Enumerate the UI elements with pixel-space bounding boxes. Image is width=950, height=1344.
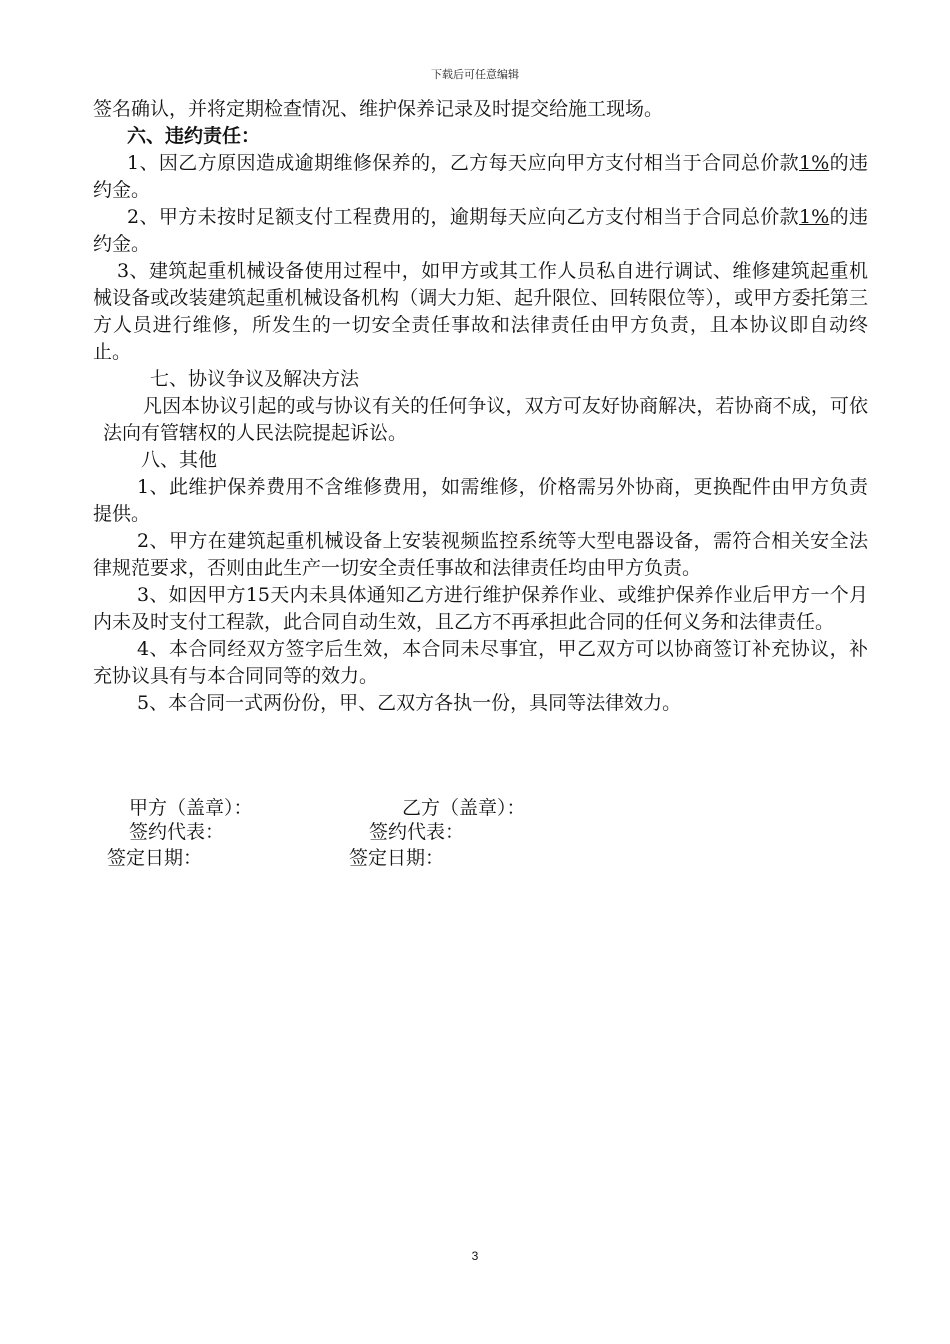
section-heading-breach: 六、违约责任：: [127, 125, 261, 147]
penalty-rate: 1%: [799, 206, 830, 228]
clause-8-2: 2、甲方在建筑起重机械设备上安装视频监控系统等大型电器设备，需符合相关安全法律规范要求，否则由此生产一切安全责任事故和法律责任均由甲方负责。: [93, 530, 868, 579]
clause-8-1: 1、此维护保养费用不含维修费用，如需维修，价格需另外协商，更换配件由甲方负责提供。: [93, 476, 868, 525]
clause-8-5: 5、本合同一式两份份，甲、乙双方各执一份，具同等法律效力。: [137, 692, 682, 714]
section-heading-dispute: 七、协议争议及解决方法: [150, 368, 360, 390]
clause-7-text: 凡因本协议引起的或与协议有关的任何争议，双方可友好协商解决，若协商不成，可依法向有管辖权的人民法院提起诉讼。: [103, 395, 868, 444]
party-a-date-label: 签定日期：: [107, 847, 203, 869]
section-heading-other: 八、其他: [141, 449, 218, 471]
page-header: 下载后可任意编辑: [431, 68, 519, 81]
clause-8-3: 3、如因甲方15天内未具体通知乙方进行维护保养作业、或维护保养作业后甲方一个月内未及时支付工程款，此合同自动生效，且乙方不再承担此合同的任何义务和法律责任。: [93, 584, 868, 633]
party-b-seal-label: 乙方（盖章）：: [402, 797, 526, 819]
clause-6-3: 3、建筑起重机械设备使用过程中，如甲方或其工作人员私自进行调试、维修建筑起重机械设备或改装建筑起重机械设备机构（调大力矩、起升限位、回转限位等），或甲方委托第三方人员进行维修，所发生的一切安全责任事故和法律责任由甲方负责，且本协议即自动终止。: [93, 260, 868, 363]
paragraph-continuation: 签名确认，并将定期检查情况、维护保养记录及时提交给施工现场。: [93, 98, 664, 120]
clause-8-4: 4、本合同经双方签字后生效，本合同未尽事宜，甲乙双方可以协商签订补充协议，补充协议具有与本合同同等的效力。: [93, 638, 868, 687]
clause-6-2: 2、甲方未按时足额支付工程费用的，逾期每天应向乙方支付相当于合同总价款1%的违约金。: [93, 206, 868, 255]
document-body: [93, 96, 868, 717]
clause-6-1: 1、因乙方原因造成逾期维修保养的，乙方每天应向甲方支付相当于合同总价款1%的违约金。: [93, 152, 868, 201]
party-b-representative-label: 签约代表：: [369, 821, 465, 843]
party-a-seal-label: 甲方（盖章）：: [129, 797, 253, 819]
page-number: 3: [471, 1249, 479, 1263]
party-b-date-label: 签定日期：: [349, 847, 445, 869]
party-a-representative-label: 签约代表：: [129, 821, 225, 843]
penalty-rate: 1%: [799, 152, 830, 174]
